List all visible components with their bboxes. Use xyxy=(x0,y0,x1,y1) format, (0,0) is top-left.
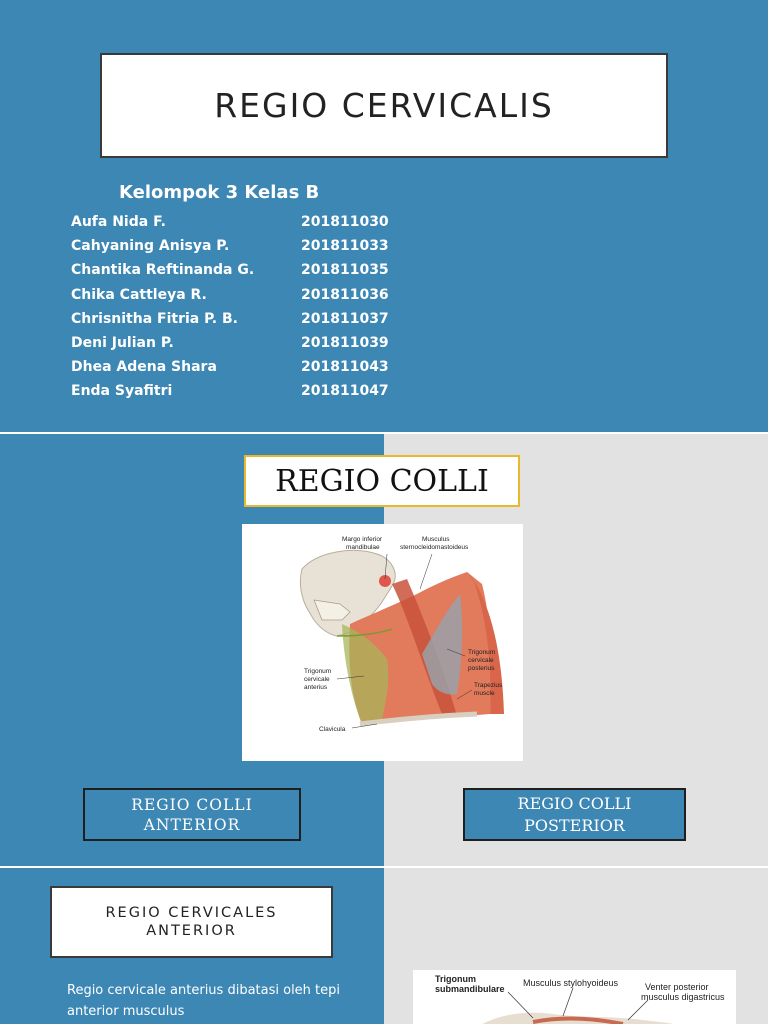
regio-cervicales-anterior-title xyxy=(50,886,333,958)
member-name: Chika Cattleya R. xyxy=(71,286,207,303)
label-trapezius-1: Trapezius xyxy=(474,682,503,689)
member-id: 201811037 xyxy=(301,310,389,327)
title-box xyxy=(100,53,668,158)
label-venter-2: musculus digastricus xyxy=(641,992,725,1002)
member-id: 201811043 xyxy=(301,359,389,376)
label-tri-ant-1: Trigonum xyxy=(304,668,332,675)
member-name: Enda Syafitri xyxy=(71,383,173,400)
posterior-line-2: POSTERIOR xyxy=(524,815,625,835)
label-tri-ant-3: anterius xyxy=(304,684,328,691)
body-paragraph: Regio cervicale anterius dibatasi oleh tepi anterior musculus xyxy=(67,983,341,1019)
member-row xyxy=(71,258,411,282)
member-row xyxy=(71,283,411,307)
member-id: 201811047 xyxy=(301,383,389,400)
member-row xyxy=(71,307,411,331)
label-margo-2: mandibulae xyxy=(346,544,380,551)
anterior-line-2: ANTERIOR xyxy=(143,815,241,834)
member-row xyxy=(71,355,411,379)
label-trigonum-1: Trigonum xyxy=(435,974,476,984)
label-musculus-1: Musculus xyxy=(422,536,450,543)
neck-anatomy-illustration xyxy=(242,524,523,761)
label-tri-post-1: Trigonum xyxy=(468,649,496,656)
ca-title-line-2: ANTERIOR xyxy=(146,923,237,939)
member-id: 201811039 xyxy=(301,335,389,352)
regio-colli-title: REGIO COLLI xyxy=(244,455,520,507)
label-tri-post-3: posterius xyxy=(468,665,495,672)
member-name: Chrisnitha Fitria P. B. xyxy=(71,310,238,327)
label-venter-1: Venter posterior xyxy=(645,982,709,992)
regio-colli-posterior-box xyxy=(463,788,686,841)
member-row xyxy=(71,234,411,258)
label-musculus-2: sternocleidomastoideus xyxy=(400,544,469,551)
slide-regio-colli xyxy=(0,434,768,866)
member-row xyxy=(71,379,411,403)
member-name: Chantika Reftinanda G. xyxy=(71,262,255,279)
anterior-line-1: REGIO COLLI xyxy=(131,795,253,814)
posterior-line-1: REGIO COLLI xyxy=(517,793,632,813)
label-tri-post-2: cervicale xyxy=(468,657,494,664)
member-name: Cahyaning Anisya P. xyxy=(71,238,230,255)
member-id: 201811036 xyxy=(301,286,389,303)
slide-regio-cervicales-anterior xyxy=(0,868,768,1024)
main-title: REGIO CERVICALIS xyxy=(214,86,554,125)
member-row xyxy=(71,210,411,234)
label-trigonum-2: submandibulare xyxy=(435,984,505,994)
member-id: 201811035 xyxy=(301,262,389,279)
slide-title xyxy=(0,0,768,432)
submandibular-illustration xyxy=(413,970,736,1024)
ca-title-line-1: REGIO CERVICALES xyxy=(105,905,278,921)
member-id: 201811030 xyxy=(301,214,389,231)
label-trapezius-2: muscle xyxy=(474,690,495,697)
label-tri-ant-2: cervicale xyxy=(304,676,330,683)
regio-colli-anterior-box xyxy=(83,788,301,841)
member-name: Dhea Adena Shara xyxy=(71,359,217,376)
member-id: 201811033 xyxy=(301,238,389,255)
group-heading: Kelompok 3 Kelas B xyxy=(119,182,320,203)
label-clavicula: Clavicula xyxy=(319,726,346,733)
member-row xyxy=(71,331,411,355)
member-list xyxy=(71,210,411,404)
member-name: Aufa Nida F. xyxy=(71,214,166,231)
label-stylohyoideus: Musculus stylohyoideus xyxy=(523,978,619,988)
member-name: Deni Julian P. xyxy=(71,335,174,352)
label-margo-1: Margo inferior xyxy=(342,536,383,543)
